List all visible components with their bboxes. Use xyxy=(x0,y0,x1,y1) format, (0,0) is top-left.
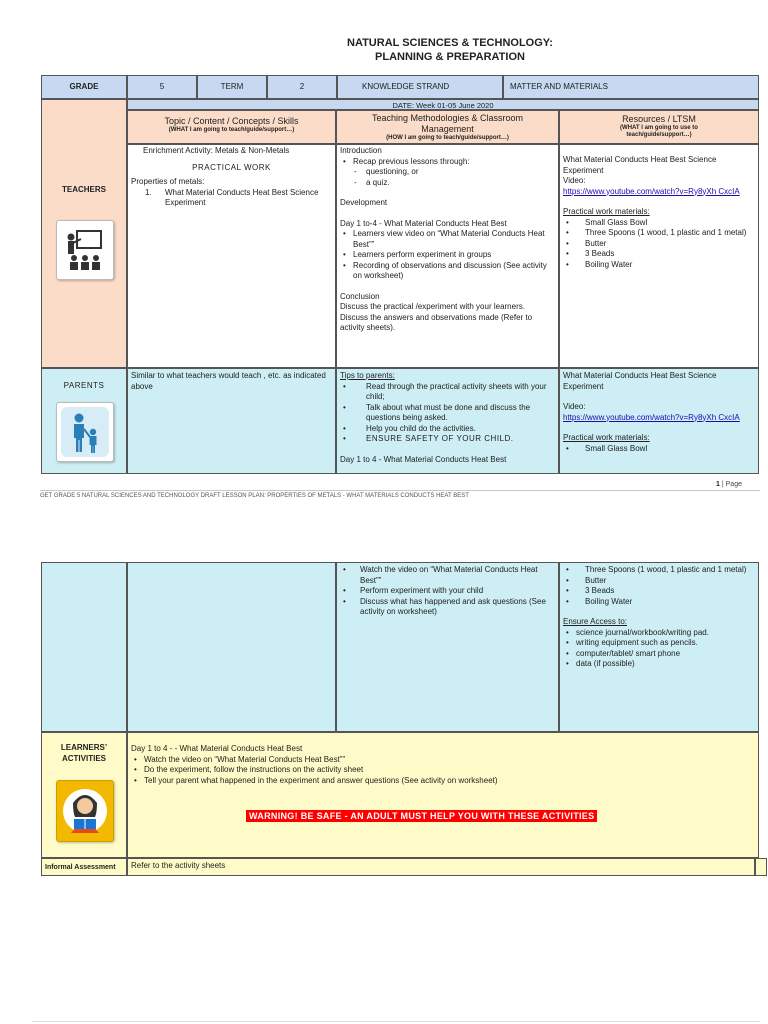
learners-bullet-1: • Watch the video on “What Material Conducts Heat Best”” xyxy=(131,755,755,766)
footer-text: GET GRADE 5 NATURAL SCIENCES AND TECHNOLOGY DRAFT LESSON PLAN: PROPERTIES OF METALS - WHAT MATERIALS CONDUCTS HEAT BEST xyxy=(40,493,469,499)
conclusion-line-1: Discuss the practical /experiment with your learners. xyxy=(340,302,525,311)
parents-tip-1: • Read through the practical activity sheets with your child; xyxy=(340,382,555,403)
page2-parents-resources-cell xyxy=(559,562,759,732)
teachers-material-5: • Boiling Water xyxy=(563,260,755,271)
page2-method-bullet-1: • Watch the video on “What Material Conducts Heat Best”” xyxy=(340,565,555,586)
teachers-label: TEACHERS xyxy=(61,185,106,194)
page2-parents-label-cell xyxy=(41,562,127,732)
teachers-materials-heading: Practical work materials: xyxy=(563,207,650,216)
teachers-video-link[interactable]: https://www.youtube.com/watch?v=Ry8yXh CxcIA xyxy=(563,186,740,196)
method-column-header xyxy=(336,110,559,144)
page2-method-bullet-2: • Perform experiment with your child xyxy=(340,586,555,597)
dev-heading: Development xyxy=(340,198,388,207)
parents-material-1: • Small Glass Bowl xyxy=(563,444,755,455)
parents-tip-2: • Talk about what must be done and discuss the questions being asked. xyxy=(340,403,555,424)
assessment-value: Refer to the activity sheets xyxy=(127,858,755,876)
title-line-2: PLANNING & PREPARATION xyxy=(375,51,525,63)
teachers-resources-cell xyxy=(559,144,759,368)
grade-value: 5 xyxy=(127,75,197,99)
method-header-sub: (HOW I am going to teach/guide/support…) xyxy=(386,135,509,141)
term-label: TERM xyxy=(197,75,267,99)
teachers-topic-line3: Properties of metals: xyxy=(131,177,205,186)
topic-header-sub: (WHAT I am going to teach/guide/support…) xyxy=(168,127,295,133)
intro-bullet: • Recap previous lessons through: xyxy=(340,157,555,168)
intro-dash-2: - a quiz. xyxy=(354,178,555,189)
parents-topic-cell xyxy=(127,368,336,474)
parents-method-cell xyxy=(336,368,559,474)
term-value: 2 xyxy=(267,75,337,99)
footer-divider xyxy=(40,490,760,491)
page-number-value: 1 xyxy=(716,481,720,488)
teachers-material-4: • 3 Beads xyxy=(563,249,755,260)
parents-video-label: Video: xyxy=(563,402,586,411)
parents-topic: Similar to what teachers would teach , etc. as indicated above xyxy=(131,371,326,391)
page2-access-3: • computer/tablet/ smart phone xyxy=(563,649,755,660)
parent-child-icon xyxy=(56,402,114,462)
teachers-topic-item-text: What Material Conducts Heat Best Science Experiment xyxy=(165,187,319,207)
page-label: | Page xyxy=(721,481,742,488)
page2-bottom-divider xyxy=(32,1021,760,1022)
page2-material-1: • Three Spoons (1 wood, 1 plastic and 1 metal) xyxy=(563,565,755,576)
parents-materials-heading: Practical work materials: xyxy=(563,433,650,442)
teachers-topic-item-num: 1. xyxy=(145,187,152,197)
page2-access-4: • data (if possible) xyxy=(563,659,755,670)
page-number xyxy=(716,481,742,488)
assessment-extra-cell xyxy=(755,858,767,876)
learners-activities-cell xyxy=(127,732,759,858)
strand-value: MATTER AND MATERIALS xyxy=(503,75,759,99)
parents-resources-cell xyxy=(559,368,759,474)
page2-access-1: • science journal/workbook/writing pad. xyxy=(563,628,755,639)
dev-day: Day 1 to-4 - What Material Conducts Heat Best xyxy=(340,218,507,228)
parents-label: PARENTS xyxy=(63,381,105,390)
learners-day: Day 1 to 4 - - What Material Conducts Heat Best xyxy=(131,744,303,753)
document-title xyxy=(300,36,600,64)
conclusion-line-2: Discuss the answers and observations made (Refer to activity sheets). xyxy=(340,312,533,332)
learners-bullet-2: • Do the experiment, follow the instructions on the activity sheet xyxy=(131,765,755,776)
teachers-video-label: Video: xyxy=(563,176,586,185)
strand-label: KNOWLEDGE STRAND xyxy=(337,75,503,99)
page2-parents-method-cell xyxy=(336,562,559,732)
dev-bullet-2: • Learners perform experiment in groups xyxy=(340,250,555,261)
grade-label: GRADE xyxy=(41,75,127,99)
teachers-topic-cell xyxy=(127,144,336,368)
parents-resources-line1: What Material Conducts Heat Best Science Experiment xyxy=(563,371,717,391)
teachers-method-cell xyxy=(336,144,559,368)
intro-heading: Introduction xyxy=(340,146,382,155)
teachers-material-2: • Three Spoons (1 wood, 1 plastic and 1 metal) xyxy=(563,228,755,239)
page2-parents-topic-cell xyxy=(127,562,336,732)
learners-label: LEARNERS’ ACTIVITIES xyxy=(60,743,108,763)
page2-access-2: • writing equipment such as pencils. xyxy=(563,638,755,649)
topic-column-header xyxy=(127,110,336,144)
teachers-material-1: • Small Glass Bowl xyxy=(563,218,755,229)
teachers-material-3: • Butter xyxy=(563,239,755,250)
teachers-topic-line2: PRACTICAL WORK xyxy=(192,162,271,172)
teachers-topic-line1: Enrichment Activity: Metals & Non-Metals xyxy=(143,146,290,155)
parents-video-link[interactable]: https://www.youtube.com/watch?v=Ry8yXh CxcIA xyxy=(563,412,740,422)
title-line-1: NATURAL SCIENCES & TECHNOLOGY: xyxy=(347,37,553,49)
page2-material-4: • Boiling Water xyxy=(563,597,755,608)
dev-bullet-3: • Recording of observations and discussion (See activity on worksheet) xyxy=(340,261,555,282)
dev-bullet-1: • Learners view video on “What Material Conducts Heat Best”” xyxy=(340,229,555,250)
learners-bullet-3: • Tell your parent what happened in the experiment and answer questions (See activity on worksheet) xyxy=(131,776,755,787)
date-row: DATE: Week 01-05 June 2020 xyxy=(127,99,759,110)
page2-access-heading: Ensure Access to: xyxy=(563,617,628,626)
conclusion-heading: Conclusion xyxy=(340,291,380,301)
page2-material-3: • 3 Beads xyxy=(563,586,755,597)
page2-material-2: • Butter xyxy=(563,576,755,587)
parents-tip-3: • Help you child do the activities. xyxy=(340,424,555,435)
teacher-classroom-icon xyxy=(56,220,114,280)
resources-column-header xyxy=(559,110,759,144)
resources-header-sub: (WHAT I am going to use to teach/guide/support…) xyxy=(620,125,698,138)
assessment-label: Informal Assessment xyxy=(41,858,127,876)
teachers-resources-line1: What Material Conducts Heat Best Science Experiment xyxy=(563,155,717,175)
parents-tip-4: • ENSURE SAFETY OF YOUR CHILD. xyxy=(340,434,555,445)
page2-method-bullet-3: • Discuss what has happened and ask questions (See activity on worksheet) xyxy=(340,597,555,618)
parents-day: Day 1 to 4 - What Material Conducts Heat Best xyxy=(340,454,507,464)
resources-header-title: Resources / LTSM xyxy=(622,114,696,124)
intro-dash-1: - questioning, or xyxy=(354,167,555,178)
safety-warning-banner: WARNING! BE SAFE - AN ADULT MUST HELP YOU WITH THESE ACTIVITIES xyxy=(246,810,597,822)
learner-reading-icon xyxy=(56,780,114,842)
topic-header-title: Topic / Content / Concepts / Skills xyxy=(164,116,299,126)
method-header-title: Teaching Methodologies & Classroom Management xyxy=(371,113,524,134)
parents-tips-heading: Tips to parents: xyxy=(340,371,395,380)
